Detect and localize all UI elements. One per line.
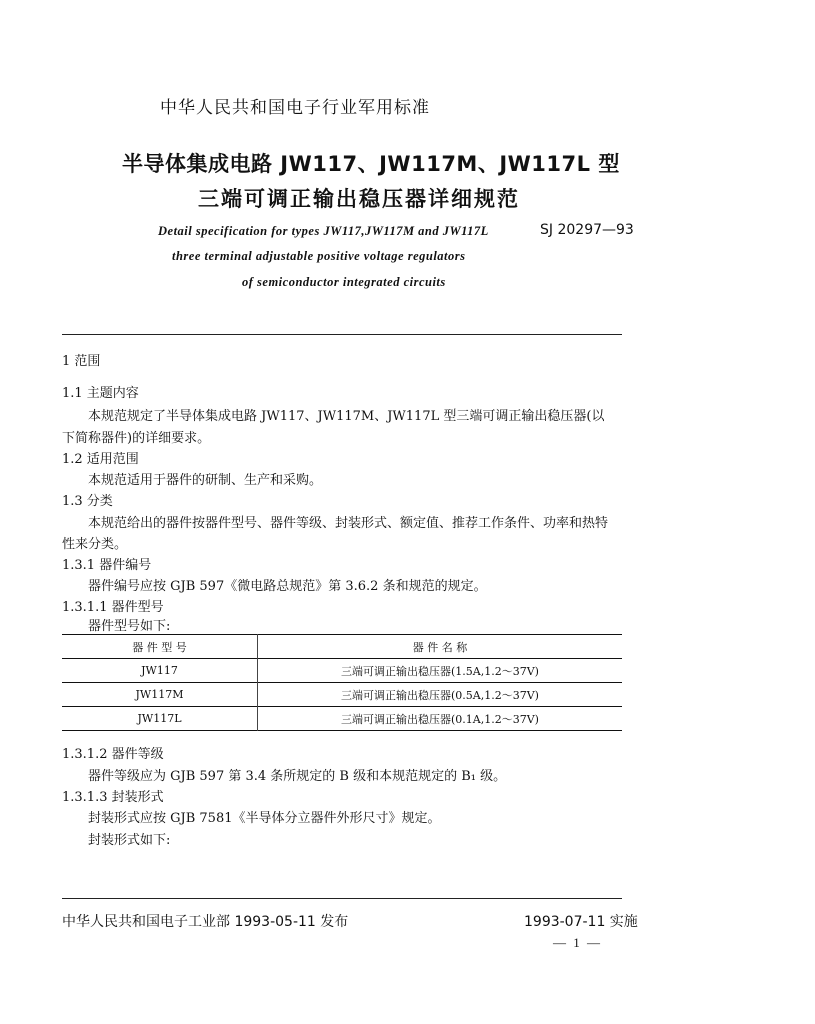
standard-number: SJ 20297—93 <box>540 222 634 238</box>
table-header-name: 器 件 名 称 <box>412 640 468 654</box>
section-1-3-1-paragraph: 器件编号应按 GJB 597《微电路总规范》第 3.6.2 条和规范的规定。 <box>88 579 487 594</box>
english-title-line-1: Detail specification for types JW117,JW117M and JW117L <box>158 224 489 238</box>
table-header-row <box>62 635 622 659</box>
table-header-type: 器 件 型 号 <box>62 635 258 659</box>
issue-date: 中华人民共和国电子工业部 1993-05-11 发布 <box>62 914 349 930</box>
document-header: 中华人民共和国电子行业军用标准 <box>160 98 430 118</box>
section-1-1-paragraph-line-2: 下简称器件)的详细要求。 <box>62 431 211 446</box>
section-1-3-paragraph-line-1: 本规范给出的器件按器件型号、器件等级、封装形式、额定值、推荐工作条件、功率和热特 <box>88 516 609 531</box>
table-cell-type: JW117M <box>62 683 258 707</box>
section-1-3-1-1-paragraph: 器件型号如下: <box>88 619 171 634</box>
page-number: — 1 — <box>553 935 602 950</box>
section-1-1-paragraph-line-1: 本规范规定了半导体集成电路 JW117、JW117M、JW117L 型三端可调正输出稳压器(以 <box>88 409 605 424</box>
implementation-date: 1993-07-11 实施 <box>524 914 638 930</box>
english-title-line-2: three terminal adjustable positive voltage regulators <box>172 249 466 263</box>
section-1-3-1-3-paragraph-line-2: 封装形式如下: <box>88 833 171 848</box>
section-1-3-heading: 1.3 分类 <box>62 494 113 509</box>
header-divider <box>62 334 622 335</box>
section-1-3-1-heading: 1.3.1 器件编号 <box>62 558 152 573</box>
section-1-1-heading: 1.1 主题内容 <box>62 386 139 401</box>
table-row <box>62 659 622 683</box>
device-type-table <box>62 634 622 731</box>
table-cell-name: 三端可调正输出稳压器(0.1A,1.2～37V) <box>341 712 539 726</box>
table-cell-type: JW117L <box>62 707 258 731</box>
section-1-3-paragraph-line-2: 性来分类。 <box>62 537 128 552</box>
english-title-line-3: of semiconductor integrated circuits <box>242 275 446 289</box>
table-row <box>62 707 622 731</box>
footer-divider <box>62 898 622 899</box>
section-1-3-1-3-paragraph-line-1: 封装形式应按 GJB 7581《半导体分立器件外形尺寸》规定。 <box>88 811 441 826</box>
section-1-3-1-1-heading: 1.3.1.1 器件型号 <box>62 600 164 615</box>
section-1-3-1-2-paragraph: 器件等级应为 GJB 597 第 3.4 条所规定的 B 级和本规范规定的 B₁ 级。 <box>88 769 507 784</box>
table-cell-name: 三端可调正输出稳压器(1.5A,1.2～37V) <box>341 664 539 678</box>
document-title-line-2: 三端可调正输出稳压器详细规范 <box>198 187 520 211</box>
section-1-3-1-2-heading: 1.3.1.2 器件等级 <box>62 747 164 762</box>
section-1-2-paragraph: 本规范适用于器件的研制、生产和采购。 <box>88 473 323 488</box>
table-cell-type: JW117 <box>62 659 258 683</box>
document-title-line-1: 半导体集成电路 JW117、JW117M、JW117L 型 <box>122 152 620 176</box>
section-1-3-1-3-heading: 1.3.1.3 封装形式 <box>62 790 164 805</box>
section-1-2-heading: 1.2 适用范围 <box>62 452 139 467</box>
table-row <box>62 683 622 707</box>
table-cell-name: 三端可调正输出稳压器(0.5A,1.2～37V) <box>341 688 539 702</box>
section-1-heading: 1 范围 <box>62 354 101 369</box>
